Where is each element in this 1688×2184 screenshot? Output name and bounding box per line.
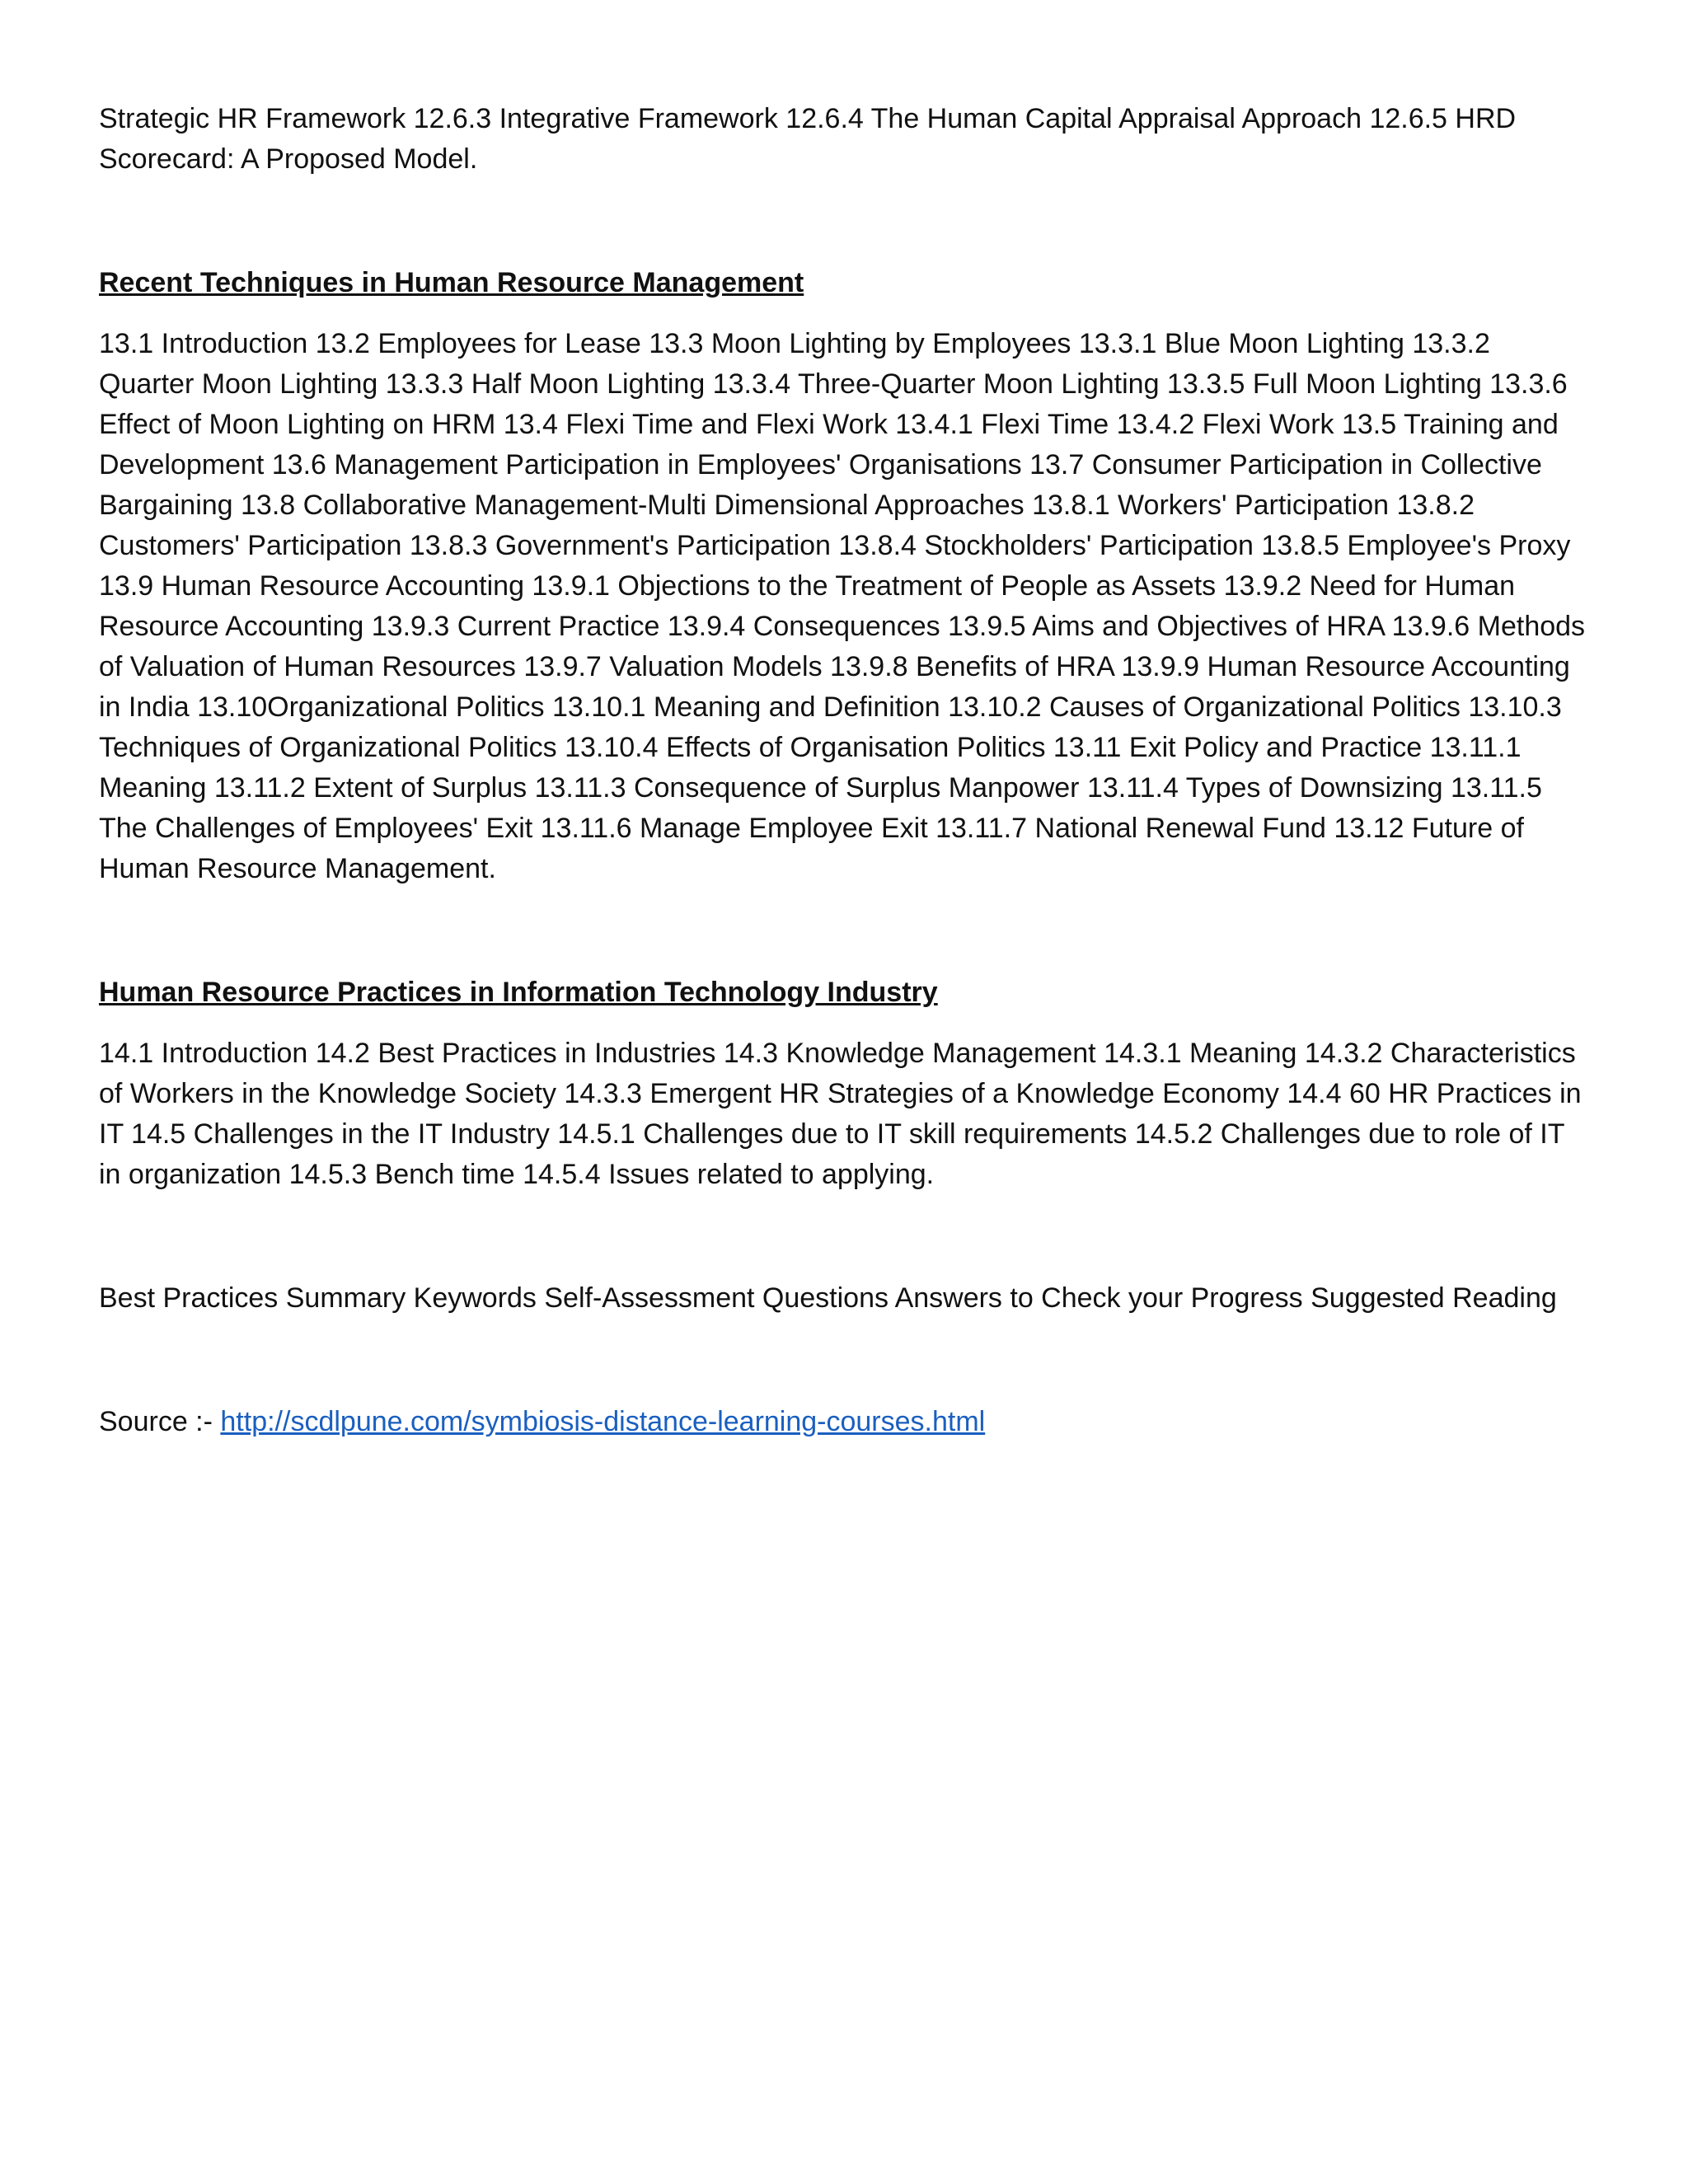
section-13-body: 13.1 Introduction 13.2 Employees for Lease 13.3 Moon Lighting by Employees 13.3.1 Blue Moon Lighting 13.3.2 Quarter Moon Lighting 13.3.3 Half Moon Lighting 13.3.4 Three-Quarter Moon Lighting 13.3.5 Full Moon Lighting 13.3.6 Effect of Moon Lighting on HRM 13.4 Flexi Time and Flexi Work 13.4.1 Flexi Time 13.4.2 Flexi Work 13.5 Training and Development 13.6 Management Participation in Employees' Organisations 13.7 Consumer Participation in Collective Bargaining 13.8 Collaborative Management-Multi Dimensional Approaches 13.8.1 Workers' Participation 13.8.2 Customers' Participation 13.8.3 Government's Participation 13.8.4 Stockholders' Participation 13.8.5 Employee's Proxy 13.9 Human Resource Accounting 13.9.1 Objections to the Treatment of People as Assets 13.9.2 Need for Human Resource Accounting 13.9.3 Current Practice 13.9.4 Consequences 13.9.5 Aims and Objectives of HRA 13.9.6 Methods of Valuation of Human Resources 13.9.7 Valuation Models 13.9.8 Benefits of HRA 13.9.9 Human Resource Accounting in India 13.10Organizational Politics 13.10.1 Meaning and Definition 13.10.2 Causes of Organizational Politics 13.10.3 Techniques of Organizational Politics 13.10.4 Effects of Organisation Politics 13.11 Exit Policy and Practice 13.11.1 Meaning 13.11.2 Extent of Surplus 13.11.3 Consequence of Surplus Manpower 13.11.4 Types of Downsizing 13.11.5 The Challenges of Employees' Exit 13.11.6 Manage Employee Exit 13.11.7 National Renewal Fund 13.12 Future of Human Resource Management.	[99, 328, 1586, 884]
source-link[interactable]: http://scdlpune.com/symbiosis-distance-learning-courses.html	[220, 1406, 986, 1437]
section-14-heading: Human Resource Practices in Information Technology Industry	[99, 977, 938, 1008]
section-14-body: 14.1 Introduction 14.2 Best Practices in Industries 14.3 Knowledge Management 14.3.1 Meaning 14.3.2 Characteristics of Workers in the Knowledge Society 14.3.3 Emergent HR Strategies of a Knowledge Economy 14.4 60 HR Practices in IT 14.5 Challenges in the IT Industry 14.5.1 Challenges due to IT skill requirements 14.5.2 Challenges due to role of IT in organization 14.5.3 Bench time 14.5.4 Issues related to applying.	[99, 1038, 1582, 1190]
source-line	[99, 1402, 1591, 1442]
closing-line: Best Practices Summary Keywords Self-Assessment Questions Answers to Check your Progress Suggested Reading	[99, 1282, 1557, 1314]
intro-paragraph: Strategic HR Framework 12.6.3 Integrative Framework 12.6.4 The Human Capital Appraisal Approach 12.6.5 HRD Scorecard: A Proposed Model.	[99, 103, 1517, 175]
source-label: Source :-	[99, 1406, 221, 1437]
section-13-heading: Recent Techniques in Human Resource Management	[99, 267, 804, 298]
document-content	[99, 99, 1591, 1442]
